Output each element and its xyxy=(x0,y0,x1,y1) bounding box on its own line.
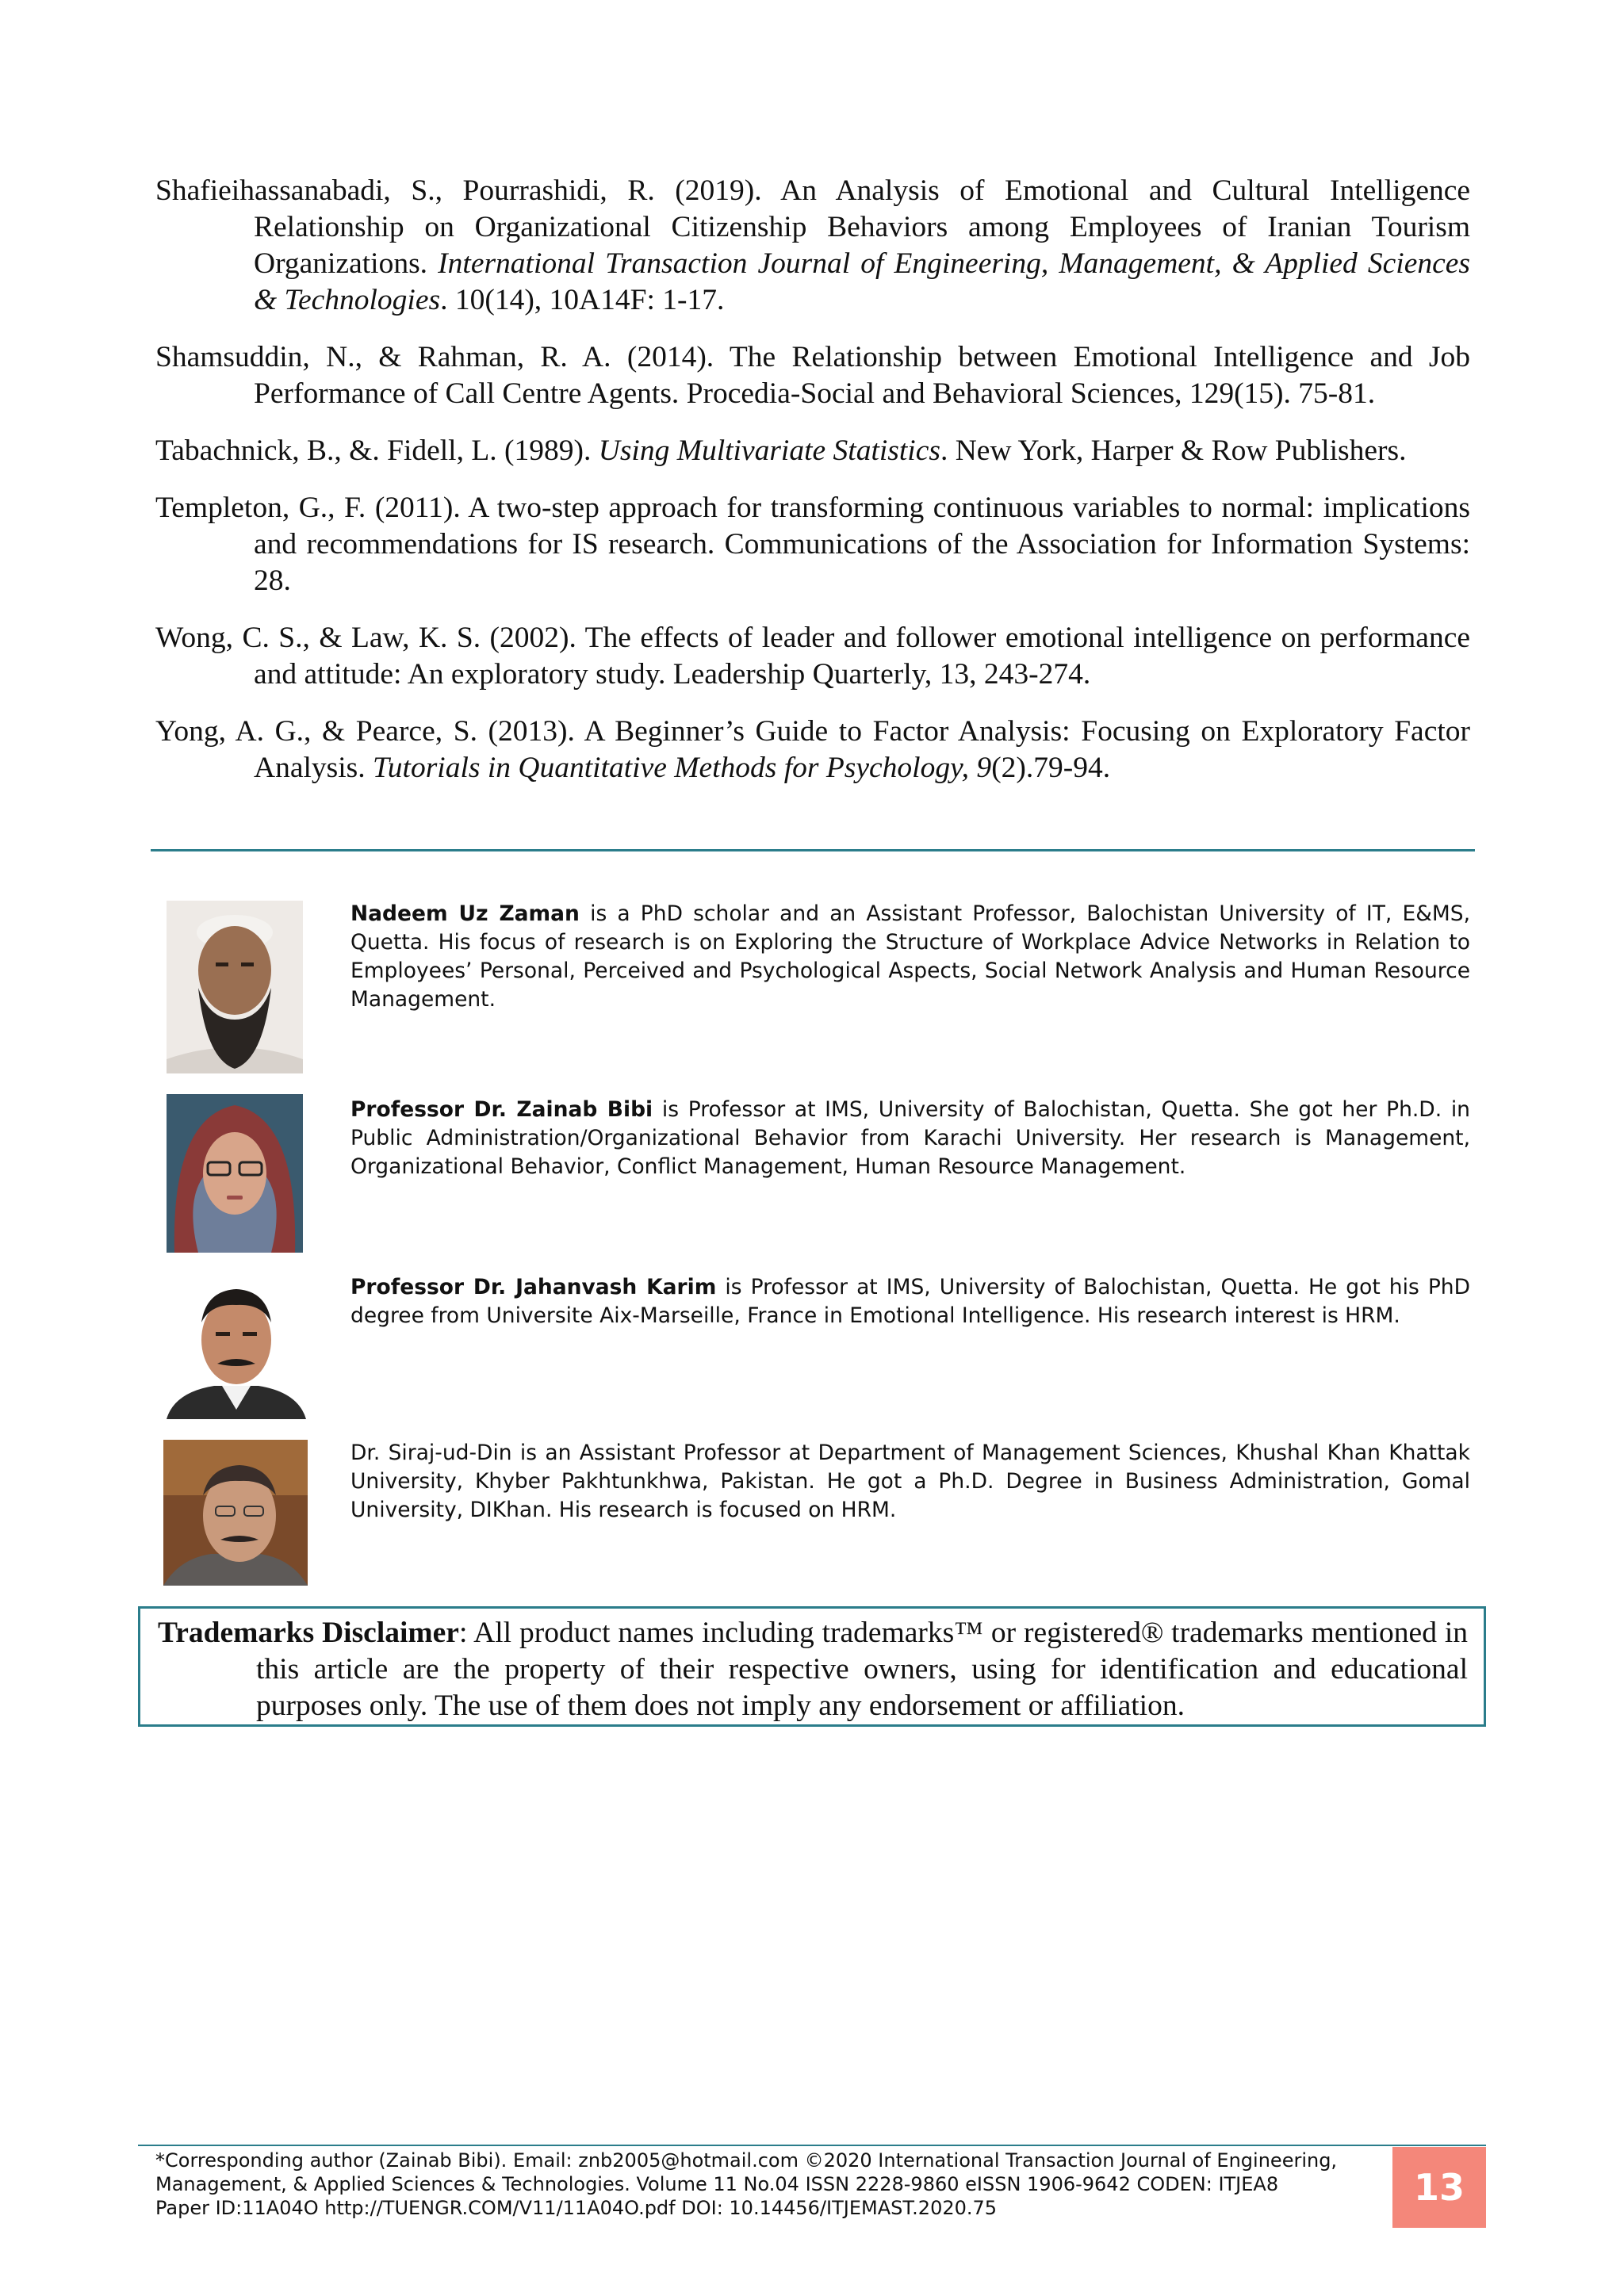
author-bio-siraj: Dr. Siraj-ud-Din is an Assistant Professor at Department of Management Sciences, Khushal Khan Khattak University, Khyber Pakhtunkhwa, Pakistan. He got a Ph.D. Degree in Business Administration, Gomal University, DIKhan. His research is focused on HRM. xyxy=(350,1441,1470,1522)
section-divider xyxy=(151,849,1475,851)
reference-item: Tabachnick, B., &. Fidell, L. (1989). Using Multivariate Statistics. New York, Harper & Row Publishers. xyxy=(155,434,1407,467)
author-photo-nadeem xyxy=(167,901,303,1073)
footer-line-1: *Corresponding author (Zainab Bibi). Email: znb2005@hotmail.com ©2020 International Transaction Journal of Engineering, xyxy=(155,2149,1338,2172)
references-list xyxy=(155,173,1470,807)
reference-item: Wong, C. S., & Law, K. S. (2002). The effects of leader and follower emotional intelligence on performance and attitude: An exploratory study. Leadership Quarterly, 13, 243-274. xyxy=(155,622,1470,691)
reference-item: Templeton, G., F. (2011). A two-step approach for transforming continuous variables to normal: implications and recommendations for IS research. Communications of the Association for Information Systems: 28. xyxy=(155,492,1470,597)
author-bio-nadeem: Nadeem Uz Zaman is a PhD scholar and an Assistant Professor, Balochistan University of IT, E&MS, Quetta. His focus of research is on Exploring the Structure of Workplace Advice Networks in Relation to Employees’ Personal, Perceived and Psychological Aspects, Social Network Analysis and Human Resource Management. xyxy=(350,901,1470,1012)
disclaimer-text: : All product names including trademarks™ or registered® trademarks mentioned in this article are the property of their respective owners, using for identification and educational purposes only. The use of them does not imply any endorsement or affiliation. xyxy=(256,1617,1469,1722)
author-photo-jahanvash xyxy=(167,1275,306,1419)
page-footer xyxy=(155,2149,1377,2220)
footer-rule xyxy=(138,2145,1486,2146)
trademarks-disclaimer xyxy=(138,1606,1486,1727)
disclaimer-title: Trademarks Disclaimer xyxy=(158,1617,459,1649)
page-number: 13 xyxy=(1392,2147,1486,2228)
author-bio-jahanvash: Professor Dr. Jahanvash Karim is Professor at IMS, University of Balochistan, Quetta. He got his PhD degree from Universite Aix-Marseille, France in Emotional Intelligence. His research interest is HRM. xyxy=(350,1275,1470,1328)
author-photo-zainab xyxy=(167,1094,303,1253)
reference-item: Yong, A. G., & Pearce, S. (2013). A Beginner’s Guide to Factor Analysis: Focusing on Exploratory Factor Analysis. Tutorials in Quantitative Methods for Psychology, 9(2).79-94. xyxy=(155,715,1470,784)
footer-line-3: Paper ID:11A04O http://TUENGR.COM/V11/11A04O.pdf DOI: 10.14456/ITJEMAST.2020.75 xyxy=(155,2197,998,2219)
footer-line-2: Management, & Applied Sciences & Technologies. Volume 11 No.04 ISSN 2228-9860 eISSN 1906-9642 CODEN: ITJEA8 xyxy=(155,2173,1279,2195)
reference-item: Shamsuddin, N., & Rahman, R. A. (2014). The Relationship between Emotional Intelligence and Job Performance of Call Centre Agents. Procedia-Social and Behavioral Sciences, 129(15). 75-81. xyxy=(155,341,1470,410)
author-photo-siraj xyxy=(163,1440,308,1586)
reference-item: Shafieihassanabadi, S., Pourrashidi, R. (2019). An Analysis of Emotional and Cultural Intelligence Relationship on Organizational Citizenship Behaviors among Employees of Iranian Tourism Organizations. International Transaction Journal of Engineering, Management, & Applied Sciences & Technologies. 10(14), 10A14F: 1-17. xyxy=(155,174,1470,316)
author-bio-zainab: Professor Dr. Zainab Bibi is Professor at IMS, University of Balochistan, Quetta. She got her Ph.D. in Public Administration/Organizational Behavior from Karachi University. Her research is Management, Organizational Behavior, Conflict Management, Human Resource Management. xyxy=(350,1097,1470,1179)
